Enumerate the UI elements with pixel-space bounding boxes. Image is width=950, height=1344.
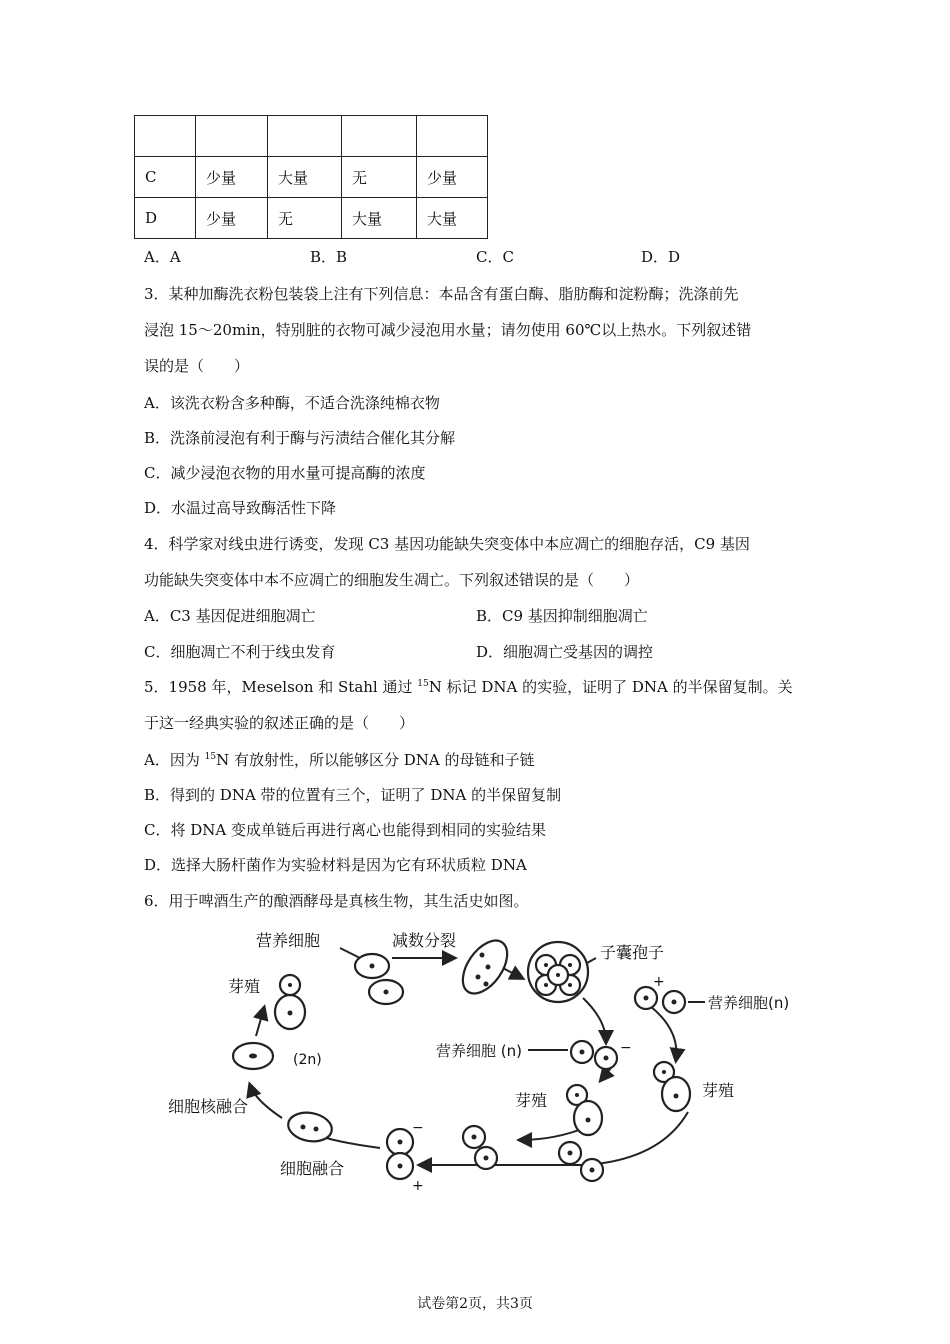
label-budding-mid: 芽殖 [515, 1091, 548, 1110]
q3-option-d[interactable]: D．水温过高导致酶活性下降 [144, 499, 337, 517]
q5-option-a[interactable]: A．因为 $^{15}$N 有放射性，所以能够区分 DNA 的母链和子链 [144, 751, 535, 769]
q2-option-c[interactable]: C．C [476, 248, 514, 266]
q3-option-b[interactable]: B．洗涤前浸泡有利于酶与污渍结合催化其分解 [144, 429, 456, 447]
arrow [256, 1008, 264, 1036]
q4-option-c[interactable]: C．细胞凋亡不利于线虫发育 [144, 643, 336, 661]
page-footer: 试卷第2页，共3页 [417, 1296, 533, 1312]
q5-option-c[interactable]: C．将 DNA 变成单链后再进行离心也能得到相同的实验结果 [144, 821, 546, 839]
arrow [650, 1006, 676, 1060]
q2-option-a[interactable]: A．A [144, 248, 181, 266]
label-budding-left: 芽殖 [228, 977, 261, 996]
q5-option-b[interactable]: B．得到的 DNA 带的位置有三个，证明了 DNA 的半保留复制 [144, 786, 562, 804]
q3-option-a[interactable]: A．该洗衣粉含多种酶，不适合洗涤纯棉衣物 [144, 394, 440, 412]
arrow [583, 998, 606, 1042]
mating-type-plus: + [412, 1178, 424, 1194]
label-nuclear-fusion: 细胞核融合 [168, 1097, 249, 1116]
arrow [420, 1112, 688, 1165]
q4-stem-line: 功能缺失突变体中本不应凋亡的细胞发生凋亡。下列叙述错误的是（ ） [144, 571, 640, 589]
label-vegetative-cell-n-right: 营养细胞(n) [708, 994, 790, 1012]
table-cell: 少量 [417, 157, 488, 198]
table-cell: 无 [268, 198, 342, 239]
table-cell: 少量 [196, 157, 268, 198]
label-cell-fusion: 细胞融合 [280, 1159, 345, 1178]
q6-stem-line: 6．用于啤酒生产的酿酒酵母是真核生物，其生活史如图。 [144, 892, 529, 910]
q3-option-c[interactable]: C．减少浸泡衣物的用水量可提高酶的浓度 [144, 464, 426, 482]
mating-type-plus: + [653, 974, 665, 990]
q2-option-b[interactable]: B．B [310, 248, 348, 266]
table-cell: 少量 [196, 198, 268, 239]
q5-stem-line: 于这一经典实验的叙述正确的是（ ） [144, 714, 415, 732]
cell [454, 933, 516, 1002]
mating-type-minus: − [620, 1040, 632, 1056]
label-vegetative-cell: 营养细胞 [256, 931, 321, 950]
cell [286, 1109, 334, 1144]
q3-stem-line: 3．某种加酶洗衣粉包装袋上注有下列信息：本品含有蛋白酶、脂肪酶和淀粉酶；洗涤前先 [144, 285, 739, 303]
q4-option-a[interactable]: A．C3 基因促进细胞凋亡 [144, 607, 316, 625]
arrow [250, 1085, 282, 1118]
table-cell: 无 [342, 157, 417, 198]
q3-stem-line: 浸泡 15～20min，特别脏的衣物可减少浸泡用水量；请勿使用 60℃以上热水。下列叙述错 [144, 321, 752, 339]
table-cell: 大量 [268, 157, 342, 198]
q4-stem-line: 4．科学家对线虫进行诱变，发现 C3 基因功能缺失突变体中本应凋亡的细胞存活，C9 基因 [144, 535, 750, 553]
label-vegetative-cell-n-mid: 营养细胞 (n) [436, 1042, 522, 1060]
q5-option-d[interactable]: D．选择大肠杆菌作为实验材料是因为它有环状质粒 DNA [144, 856, 527, 874]
label-ascospore: 子囊孢子 [600, 943, 665, 962]
q4-option-d[interactable]: D．细胞凋亡受基因的调控 [476, 643, 654, 661]
table-cell: 大量 [342, 198, 417, 239]
table-cell: C [135, 157, 196, 198]
q3-stem-line: 误的是（ ） [144, 357, 250, 375]
q4-option-b[interactable]: B．C9 基因抑制细胞凋亡 [476, 607, 648, 625]
label-budding-right: 芽殖 [702, 1081, 735, 1100]
table-cell: D [135, 198, 196, 239]
q2-option-d[interactable]: D．D [641, 248, 681, 266]
pointer-line [340, 948, 360, 958]
mating-type-minus: − [412, 1120, 424, 1136]
q5-stem-line: 5．1958 年，Meselson 和 Stahl 通过 $^{15}$N 标记 DNA 的实验，证明了 DNA 的半保留复制。关 [144, 678, 793, 696]
label-meiosis: 减数分裂 [392, 931, 457, 950]
table-cell: 大量 [417, 198, 488, 239]
label-diploid: (2n) [293, 1052, 322, 1068]
